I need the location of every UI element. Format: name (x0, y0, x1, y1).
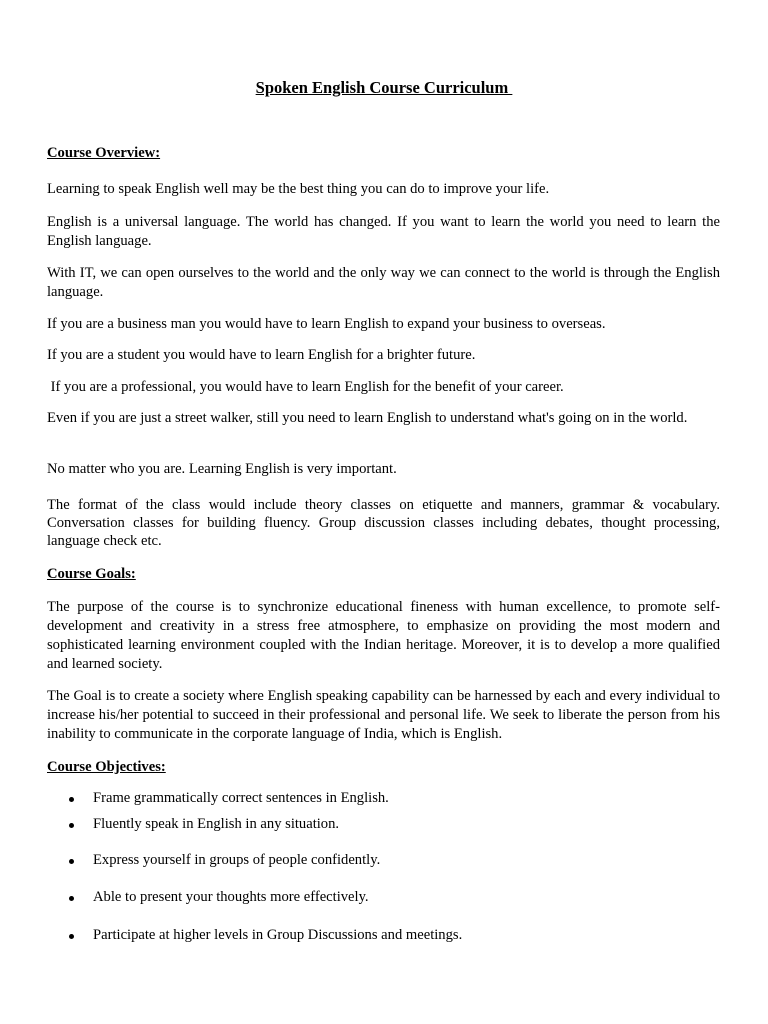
overview-paragraph-7: Even if you are just a street walker, still you need to learn English to understand what's going on in the world. (47, 410, 688, 426)
overview-paragraph-4: If you are a business man you would have to learn English to expand your business to overseas. (47, 316, 606, 332)
bullet-icon (69, 797, 74, 802)
list-item (0, 851, 768, 870)
overview-paragraph-3: With IT, we can open ourselves to the world and the only way we can connect to the world is through the English language. (47, 265, 720, 300)
goals-paragraph-1: The purpose of the course is to synchronize educational fineness with human excellence, to promote self-development and creativity in a stress free atmosphere, to emphasize on providing the most modern and sophisticated learning environment coupled with the Indian heritage. Moreover, it is to develop a more qualified and learned society. (47, 599, 720, 672)
course-overview-heading: Course Overview: (47, 145, 161, 161)
list-item (0, 815, 768, 834)
objective-text: Able to present your thoughts more effectively. (93, 889, 369, 905)
overview-paragraph-6: If you are a professional, you would have to learn English for the benefit of your career. (47, 379, 564, 395)
bullet-icon (69, 896, 74, 901)
course-goals-heading: Course Goals: (47, 566, 136, 582)
overview-paragraph-8: No matter who you are. Learning English is very important. (47, 461, 397, 477)
course-objectives-heading: Course Objectives: (47, 759, 166, 775)
bullet-icon (69, 934, 74, 939)
overview-paragraph-9: The format of the class would include theory classes on etiquette and manners, grammar & vocabulary. Conversation classes for building fluency. Group discussion classes including debates, thought processing, language check etc. (47, 497, 720, 549)
overview-paragraph-2: English is a universal language. The world has changed. If you want to learn the world you need to learn the English language. (47, 214, 720, 249)
objective-text: Frame grammatically correct sentences in English. (93, 790, 389, 806)
overview-paragraph-5: If you are a student you would have to learn English for a brighter future. (47, 347, 476, 363)
document-title: Spoken English Course Curriculum (255, 78, 513, 97)
goals-paragraph-2: The Goal is to create a society where English speaking capability can be harnessed by each and every individual to increase his/her potential to succeed in their professional and personal life. We seek to liberate the person from his inability to communicate in the corporate language of India, which is English. (47, 688, 720, 742)
bullet-icon (69, 859, 74, 864)
list-item (0, 888, 768, 907)
objective-text: Fluently speak in English in any situation. (93, 816, 340, 832)
objective-text: Express yourself in groups of people confidently. (93, 852, 381, 868)
list-item (0, 789, 768, 808)
bullet-icon (69, 823, 74, 828)
overview-paragraph-1: Learning to speak English well may be the best thing you can do to improve your life. (47, 181, 550, 197)
list-item (0, 926, 768, 945)
objective-text: Participate at higher levels in Group Discussions and meetings. (93, 927, 463, 943)
